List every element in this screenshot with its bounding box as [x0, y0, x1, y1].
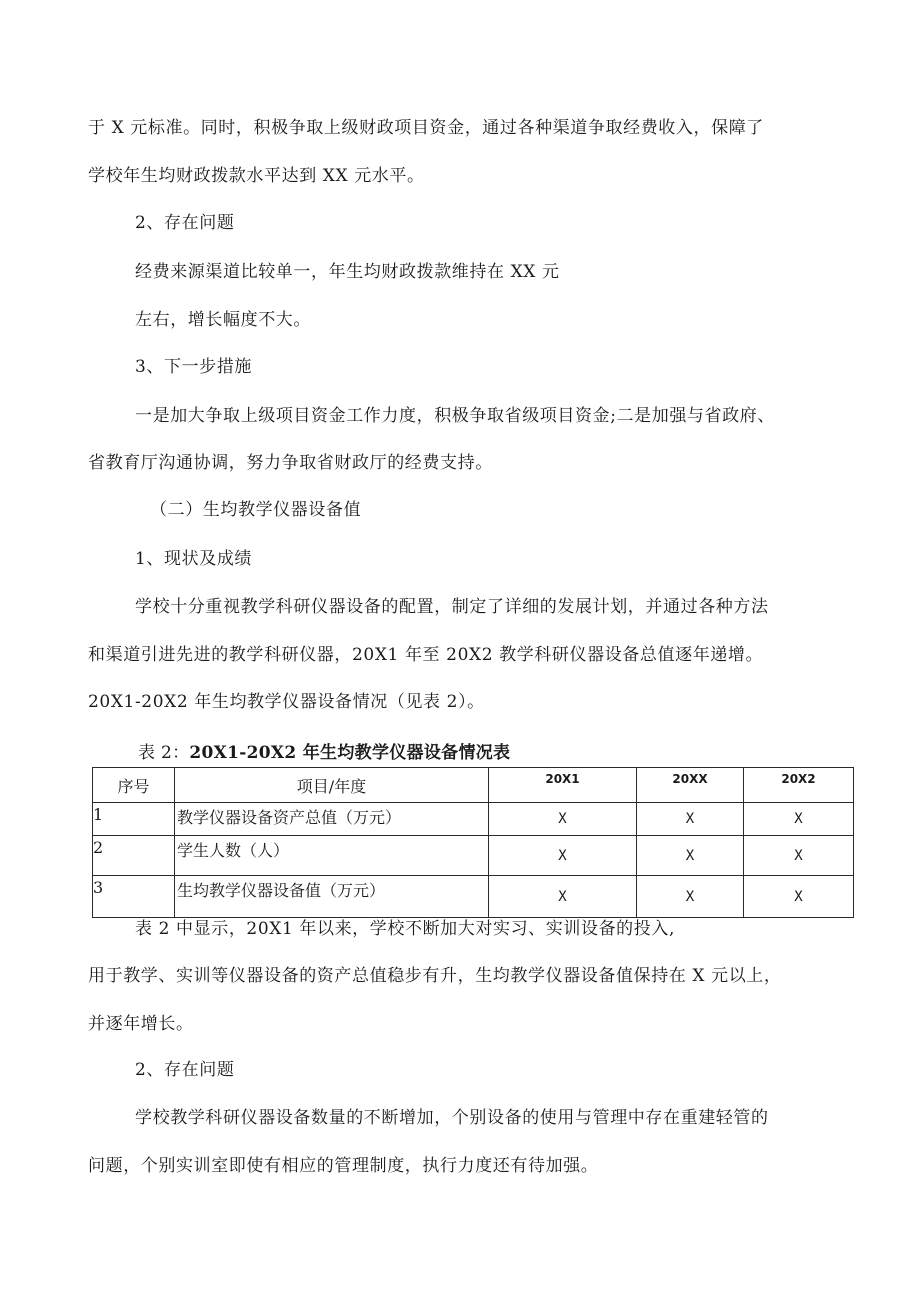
row-number: 2 [93, 836, 175, 876]
row-item: 生均教学仪器设备值（万元） [175, 876, 489, 918]
paragraph-line-9: 20X1-20X2 年生均教学仪器设备情况（见表 2）。 [88, 692, 485, 712]
table-caption [138, 741, 510, 765]
paragraph-line-13: 学校教学科研仪器设备数量的不断增加，个别设备的使用与管理中存在重建轻管的 [135, 1108, 769, 1128]
header-no: 序号 [93, 768, 175, 803]
section-heading-equipment: （二）生均教学仪器设备值 [150, 500, 362, 520]
row-value-year-1: X [489, 876, 637, 918]
table-row [93, 836, 854, 876]
section-heading-status: 1、现状及成绩 [135, 549, 253, 569]
row-value-year-3: X [744, 836, 854, 876]
paragraph-line-14: 问题，个别实训室即使有相应的管理制度，执行力度还有待加强。 [88, 1156, 599, 1176]
paragraph-line-7: 学校十分重视教学科研仪器设备的配置，制定了详细的发展计划，并通过各种方法 [135, 597, 769, 617]
paragraph-line-8: 和渠道引进先进的教学科研仪器，20X1 年至 20X2 教学科研仪器设备总值逐年递增。 [88, 645, 764, 665]
row-number: 1 [93, 803, 175, 836]
row-value-year-1: X [489, 803, 637, 836]
row-value-year-3: X [744, 876, 854, 918]
row-number: 3 [93, 876, 175, 918]
section-heading-problems: 2、存在问题 [135, 213, 235, 233]
row-item: 学生人数（人） [175, 836, 489, 876]
section-heading-problems-2: 2、存在问题 [135, 1060, 235, 1080]
row-value-year-2: X [637, 876, 744, 918]
header-year-1: 20X1 [489, 768, 637, 803]
paragraph-line-4: 左右，增长幅度不大。 [135, 310, 311, 330]
table-caption-label: 表 2： [138, 743, 190, 763]
row-item: 教学仪器设备资产总值（万元） [175, 803, 489, 836]
equipment-table [92, 767, 854, 918]
paragraph-line-2: 学校年生均财政拨款水平达到 XX 元水平。 [88, 166, 425, 186]
paragraph-line-12: 并逐年增长。 [88, 1014, 194, 1034]
table-row [93, 803, 854, 836]
row-value-year-3: X [744, 803, 854, 836]
paragraph-line-6: 省教育厅沟通协调，努力争取省财政厅的经费支持。 [88, 453, 493, 473]
header-year-3: 20X2 [744, 768, 854, 803]
table-caption-title: 20X1-20X2 年生均教学仪器设备情况表 [189, 743, 511, 763]
paragraph-line-1: 于 X 元标准。同时，积极争取上级财政项目资金，通过各种渠道争取经费收入，保障了 [88, 118, 764, 138]
row-value-year-2: X [637, 803, 744, 836]
row-value-year-2: X [637, 836, 744, 876]
header-item: 项目/年度 [175, 768, 489, 803]
paragraph-line-5: 一是加大争取上级项目资金工作力度，积极争取省级项目资金;二是加强与省政府、 [135, 406, 775, 426]
section-heading-next-steps: 3、下一步措施 [135, 357, 253, 377]
paragraph-line-3: 经费来源渠道比较单一，年生均财政拨款维持在 XX 元 [135, 262, 560, 282]
table-header-row [93, 768, 854, 803]
paragraph-line-11: 用于教学、实训等仪器设备的资产总值稳步有升，生均教学仪器设备值保持在 X 元以上， [88, 966, 782, 986]
header-year-2: 20XX [637, 768, 744, 803]
table-row [93, 876, 854, 918]
paragraph-line-10: 表 2 中显示，20X1 年以来，学校不断加大对实习、实训设备的投入, [135, 919, 675, 939]
row-value-year-1: X [489, 836, 637, 876]
